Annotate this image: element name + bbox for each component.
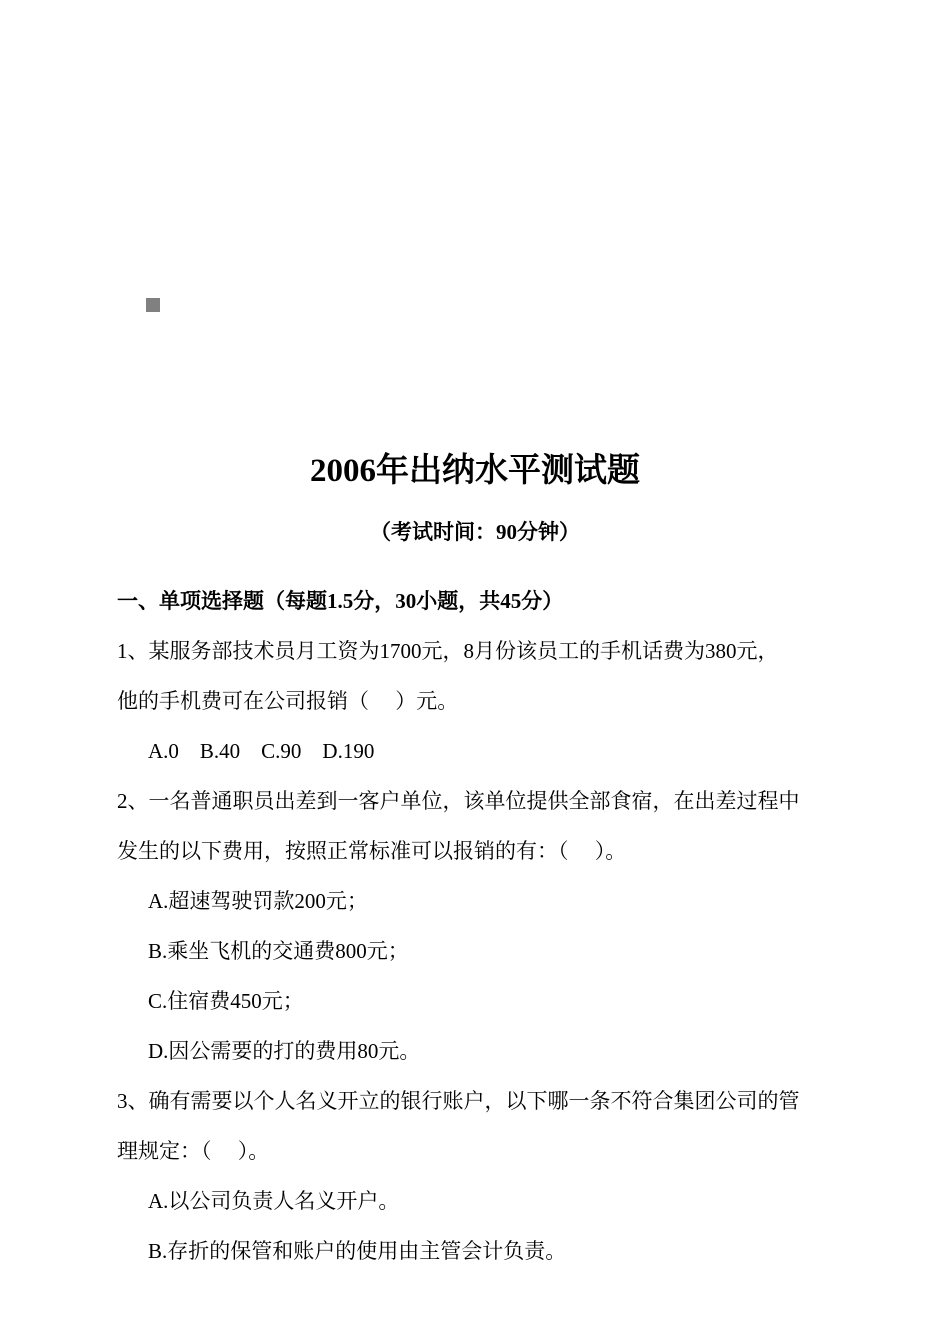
document-title: 2006年出纳水平测试题 (310, 453, 640, 489)
question-option: B.存折的保管和账户的使用由主管会计负责。 (148, 1239, 567, 1263)
question-text-line: 2、一名普通职员出差到一客户单位，该单位提供全部食宿，在出差过程中 (117, 789, 800, 813)
document-body (117, 576, 857, 1276)
question-option: C.住宿费450元； (148, 989, 304, 1013)
question-option: A.0 B.40 C.90 D.190 (148, 739, 375, 763)
question-1 (117, 626, 857, 776)
question-option: A.以公司负责人名义开户。 (148, 1189, 400, 1213)
question-2 (117, 776, 857, 1076)
square-bullet-icon (146, 298, 160, 312)
exam-time-subtitle: （考试时间：90分钟） (370, 520, 580, 544)
question-option: B.乘坐飞机的交通费800元； (148, 939, 409, 963)
question-3 (117, 1076, 857, 1276)
question-text-line: 1、某服务部技术员月工资为1700元，8月份该员工的手机话费为380元， (117, 639, 779, 663)
section-heading: 一、单项选择题（每题1.5分，30小题，共45分） (117, 589, 564, 613)
question-option: D.因公需要的打的费用80元。 (148, 1039, 421, 1063)
question-option: A.超速驾驶罚款200元； (148, 889, 368, 913)
question-text-line: 发生的以下费用，按照正常标准可以报销的有：（ ）。 (117, 839, 627, 863)
question-text-line: 3、确有需要以个人名义开立的银行账户，以下哪一条不符合集团公司的管 (117, 1089, 800, 1113)
question-text-line: 他的手机费可在公司报销（ ）元。 (117, 689, 459, 713)
question-text-line: 理规定：（ ）。 (117, 1139, 270, 1163)
